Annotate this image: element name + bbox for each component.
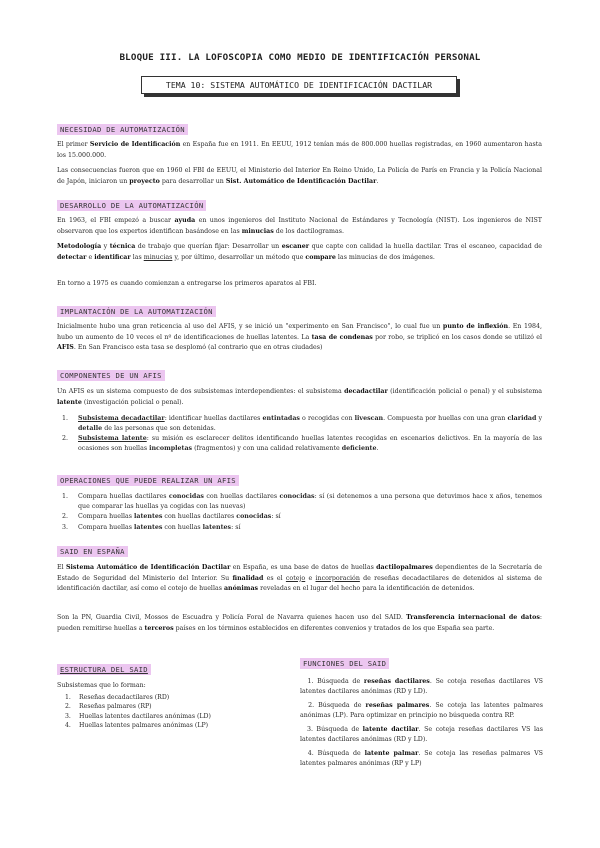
list-item: 1. Subsistema decadactilar: identificar huellas dactilares entintadas o recogidas con livescan. Compuesta por huellas con una gran claridad y detalle de las personas que son detenidas. <box>62 415 543 432</box>
section-heading-said-espana: SAID EN ESPAÑA <box>57 546 128 557</box>
funcion-item: 4. Búsqueda de latente palmar. Se coteja las reseñas palmares VS latentes palmares anónimas (RP y LP) <box>300 750 543 768</box>
paragraph-componentes: Un AFIS es un sistema compuesto de dos subsistemas interdependientes: el subsistema decadactilar (identificación policial o penal) y el subsistema latente (investigación policial o penal). <box>57 388 542 406</box>
list-item: 1. Reseñas decadactilares (RD) <box>65 694 170 701</box>
section-heading-implantacion: IMPLANTACIÓN DE LA AUTOMATIZACIÓN <box>57 306 216 317</box>
estructura-intro: Subsistemas que lo forman: <box>57 682 146 689</box>
funcion-item: 1. Búsqueda de reseñas dactilares. Se coteja reseñas dactilares VS latentes dactilares anónimas (RD y LD). <box>300 678 543 696</box>
list-item: 2. Reseñas palmares (RP) <box>65 703 152 711</box>
paragraph-desarrollo-2: Metodología y técnica de trabajo que querían fijar: Desarrollar un escaner que capte con calidad la huella dactilar. Tras el escaneo, capacidad de detectar e identificar las minucias y, por último, desarrollar un método que compare las minucias de dos imágenes. <box>57 243 542 261</box>
funcion-item: 2. Búsqueda de reseñas palmares. Se coteja las latentes palmares anónimas (LP). Para optimizar en principio no búsqueda contra RP. <box>300 702 543 720</box>
paragraph-said-1: El Sistema Automático de Identificación Dactilar en España, es una base de datos de huellas dactilopalmares dependientes de la Secretaría de Estado de Seguridad del Ministerio del Interior. Su finalidad es el cotejo e incorporación de reseñas decadactilares de detenidos al sistema de identificación dactilar, así como el cotejo de huellas anónimas reveladas en el lugar del hecho para la identificación de detenidos. <box>57 564 543 592</box>
topic-subtitle: TEMA 10: SISTEMA AUTOMÁTICO DE IDENTIFICACIÓN DACTILAR <box>141 76 457 94</box>
paragraph-necesidad-1: El primer Servicio de Identificación en España fue en 1911. En EEUU, 1912 tenían más de 800.000 huellas registradas, en 1960 aumentaron hasta los 15.000.000. <box>57 141 542 159</box>
componentes-list <box>57 414 542 454</box>
section-heading-estructura: ESTRUCTURA DEL SAID <box>57 664 151 675</box>
document-title: BLOQUE III. LA LOFOSCOPIA COMO MEDIO DE IDENTIFICACIÓN PERSONAL <box>119 52 481 63</box>
section-heading-operaciones: OPERACIONES QUE PUEDE REALIZAR UN AFIS <box>57 475 239 486</box>
funcion-item: 3. Búsqueda de latente dactilar. Se coteja reseñas dactilares VS las latentes dactilares anónimas (RD y LD). <box>300 726 543 744</box>
operaciones-list <box>57 492 542 533</box>
list-item: 3. Huellas latentes dactilares anónimas (LD) <box>65 712 211 720</box>
paragraph-necesidad-2: Las consecuencias fueron que en 1960 el FBI de EEUU, el Ministerio del Interior En Reino Unido, La Policía de París en Francia y la Policía Nacional de Japón, iniciaron un proyecto para desarrollar un Sist. Automático de Identificación Dactilar. <box>57 167 542 185</box>
estructura-list <box>57 693 277 731</box>
paragraph-implantacion: Inicialmente hubo una gran reticencia al uso del AFIS, y se inició un "experimento en San Francisco", lo cual fue un punto de inflexión. En 1984, hubo un aumento de 10 veces el nº de identificaciones de huellas latentes. La tasa de condenas por robo, se triplicó en los casos donde se utilizó el AFIS. En San Francisco esta tasa se desplomó (al contrario que en otras ciudades) <box>57 323 542 351</box>
section-heading-componentes: COMPONENTES DE UN AFIS <box>57 370 165 381</box>
list-item: 2. Compara huellas latentes con huellas dactilares conocidas: sí <box>62 513 281 520</box>
list-item: 1. Compara huellas dactilares conocidas con huellas dactilares conocidas: sí (si detenemos a una persona que detuvimos hace x años, tenemos que comparar las huellas ya cogidas con las nuevas) <box>62 493 543 510</box>
list-item: 3. Compara huellas latentes con huellas latentes: sí <box>62 523 241 531</box>
paragraph-desarrollo-3: En torno a 1975 es cuando comienzan a entregarse los primeros aparatos al FBI. <box>57 280 317 287</box>
section-heading-desarrollo: DESARROLLO DE LA AUTOMATIZACIÓN <box>57 200 206 211</box>
paragraph-said-2: Son la PN, Guardia Civil, Mossos de Escuadra y Policía Foral de Navarra quienes hacen uso del SAID. Transferencia internacional de datos: pueden remitirse huellas a terceros países en los términos establecidos en diferentes convenios y tratados de los que España sea parte. <box>57 614 542 632</box>
list-item: 4. Huellas latentes palmares anónimas (LP) <box>65 722 209 730</box>
section-heading-funciones: FUNCIONES DEL SAID <box>300 658 389 669</box>
paragraph-desarrollo-1: En 1963, el FBI empezó a buscar ayuda en unos ingenieros del Instituto Nacional de Estándares y Tecnología (NIST). Los ingenieros de NIST observaron que los expertos identifican basándose en las minucias de los dactilogramas. <box>57 217 543 235</box>
section-heading-necesidad: NECESIDAD DE AUTOMATIZACIÓN <box>57 124 188 135</box>
list-item: 2. Subsistema latente: su misión es esclarecer delitos identificando huellas latentes recogidas en escenarios delictivos. En la mayoría de las ocasiones son huellas incompletas (fragmentos) y con una calidad relativamente deficiente. <box>62 435 543 452</box>
